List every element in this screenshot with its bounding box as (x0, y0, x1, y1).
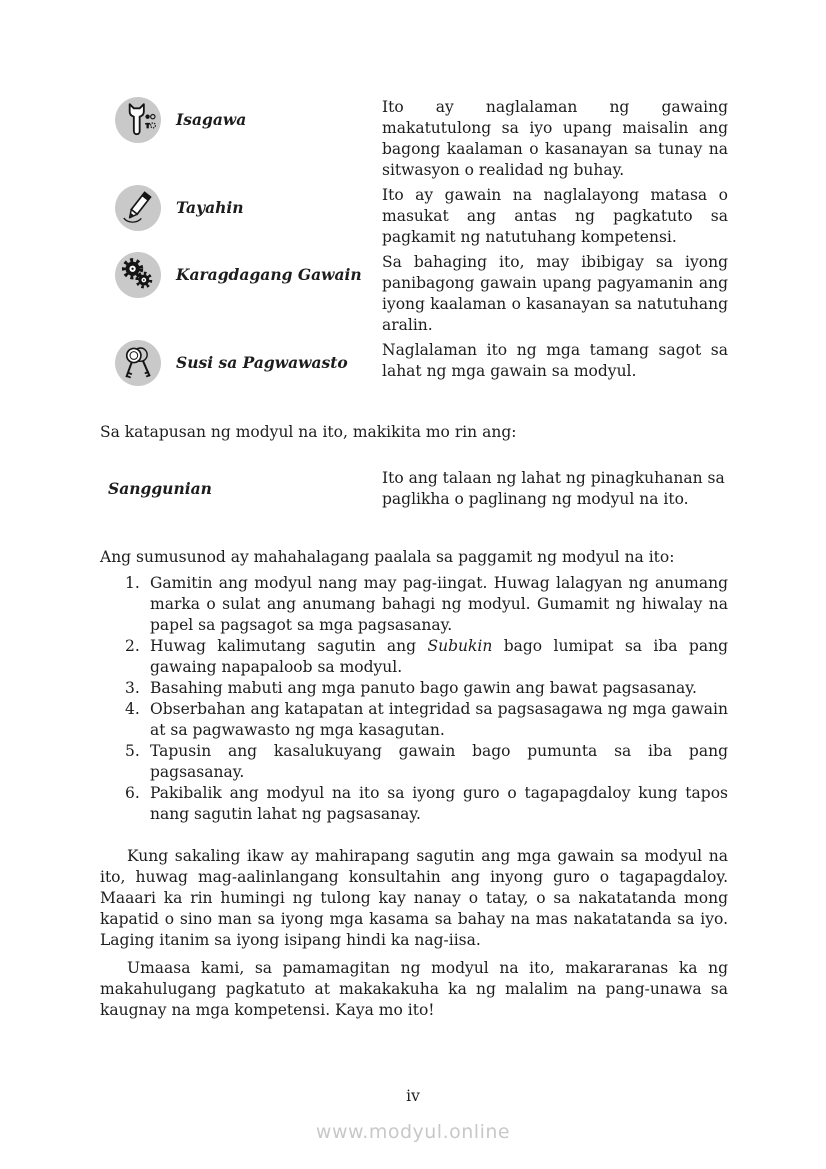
legend-description-karagdagang-gawain: Sa bahaging ito, may ibibigay sa iyong panibagong gawain upang pagyamanin ang iyong kaalaman o kasanayan sa natutuhang aralin. (382, 253, 728, 334)
list-item-text-segment: Huwag kalimutang sagutin ang (150, 637, 428, 655)
label-cell (176, 252, 382, 286)
list-item (100, 678, 728, 699)
icon-cell (100, 252, 176, 298)
closing-note-intro: Sa katapusan ng modyul na ito, makikita mo rin ang: (100, 423, 517, 441)
sanggunian-row (100, 468, 728, 510)
list-item (100, 699, 728, 741)
legend-label-tayahin: Tayahin (176, 198, 244, 217)
legend-label-isagawa: Isagawa (176, 110, 247, 129)
list-item-number: 5. (125, 742, 140, 760)
legend-row-isagawa (100, 97, 728, 181)
pencil-icon (115, 185, 161, 231)
icon-cell (100, 97, 176, 143)
list-item-text-segment: bago lumipat sa iba pang gawaing napapaloob sa modyul. (150, 637, 728, 676)
legend-row-susi-sa-pagwawasto (100, 340, 728, 386)
icon-legend (100, 97, 728, 386)
list-item (100, 783, 728, 825)
legend-description-tayahin: Ito ay gawain na naglalayong matasa o masukat ang antas ng pagkatuto sa pagkamit ng natutuhang kompetensi. (382, 186, 728, 246)
watermark-text: www.modyul.online (315, 1121, 511, 1143)
list-item-number: 1. (125, 574, 140, 592)
list-item (100, 636, 728, 678)
list-item-text: Obserbahan ang katapatan at integridad sa pagsasagawa ng mga gawain at sa pagwawasto ng mga kasagutan. (150, 700, 728, 739)
list-item-number: 3. (125, 679, 140, 697)
page-number: iv (406, 1087, 420, 1105)
legend-description-isagawa: Ito ay naglalaman ng gawaing makatutulong sa iyo upang maisalin ang bagong kaalaman o kasanayan sa tunay na sitwasyon o realidad ng buhay. (382, 98, 728, 179)
icon-cell (100, 185, 176, 231)
list-item-italic-term: Subukin (427, 637, 493, 655)
list-item-text: Tapusin ang kasalukuyang gawain bago pumunta sa iba pang pagsasanay. (150, 742, 728, 781)
sanggunian-description: Ito ang talaan ng lahat ng pinagkuhanan sa paglikha o paglinang ng modyul na ito. (382, 469, 725, 508)
list-item-text (150, 636, 728, 678)
list-item-number: 2. (125, 637, 140, 655)
reminders-list (100, 573, 728, 825)
label-cell (176, 340, 382, 374)
body-paragraph: Kung sakaling ikaw ay mahirapang sagutin ang mga gawain sa modyul na ito, huwag mag-aalinlangang konsultahin ang inyong guro o tagapagdaloy. Maaari ka rin humingi ng tulong kay nanay o tatay, o sa nakatatanda mong kapatid o sino man sa iyong mga kasama sa bahay na mas nakatatanda sa iyo. Laging itanim sa iyong isipang hindi ka nag-iisa. (100, 847, 728, 949)
reminders-intro: Ang sumusunod ay mahahalagang paalala sa paggamit ng modyul na ito: (100, 548, 675, 566)
legend-row-karagdagang-gawain (100, 252, 728, 336)
sanggunian-label: Sanggunian (108, 479, 212, 498)
icon-cell (100, 340, 176, 386)
list-item-text: Gamitin ang modyul nang may pag-iingat. Huwag lalagyan ng anumang marka o sulat ang anumang bahagi ng modyul. Gumamit ng hiwalay na papel sa pagsagot sa mga pagsasanay. (150, 574, 728, 634)
list-item-number: 6. (125, 784, 140, 802)
label-cell (176, 185, 382, 219)
label-cell (176, 97, 382, 131)
legend-label-susi-sa-pagwawasto: Susi sa Pagwawasto (176, 353, 348, 372)
legend-row-tayahin (100, 185, 728, 248)
list-item-number: 4. (125, 700, 140, 718)
wrench-icon (115, 97, 161, 143)
body-paragraph: Umaasa kami, sa pamamagitan ng modyul na ito, makararanas ka ng makahulugang pagkatuto at makakakuha ka ng malalim na pang-unawa sa kaugnay na mga kompetensi. Kaya mo ito! (100, 959, 728, 1019)
gears-icon (115, 252, 161, 298)
legend-description-susi-sa-pagwawasto: Naglalaman ito ng mga tamang sagot sa lahat ng mga gawain sa modyul. (382, 341, 728, 380)
legend-label-karagdagang-gawain: Karagdagang Gawain (176, 265, 362, 284)
list-item (100, 741, 728, 783)
page-content (100, 97, 728, 1021)
keys-icon (115, 340, 161, 386)
list-item (100, 573, 728, 636)
list-item-text: Basahing mabuti ang mga panuto bago gawin ang bawat pagsasanay. (150, 679, 697, 697)
label-cell (100, 468, 382, 500)
list-item-text: Pakibalik ang modyul na ito sa iyong guro o tagapagdaloy kung tapos nang sagutin lahat ng pagsasanay. (150, 784, 728, 823)
